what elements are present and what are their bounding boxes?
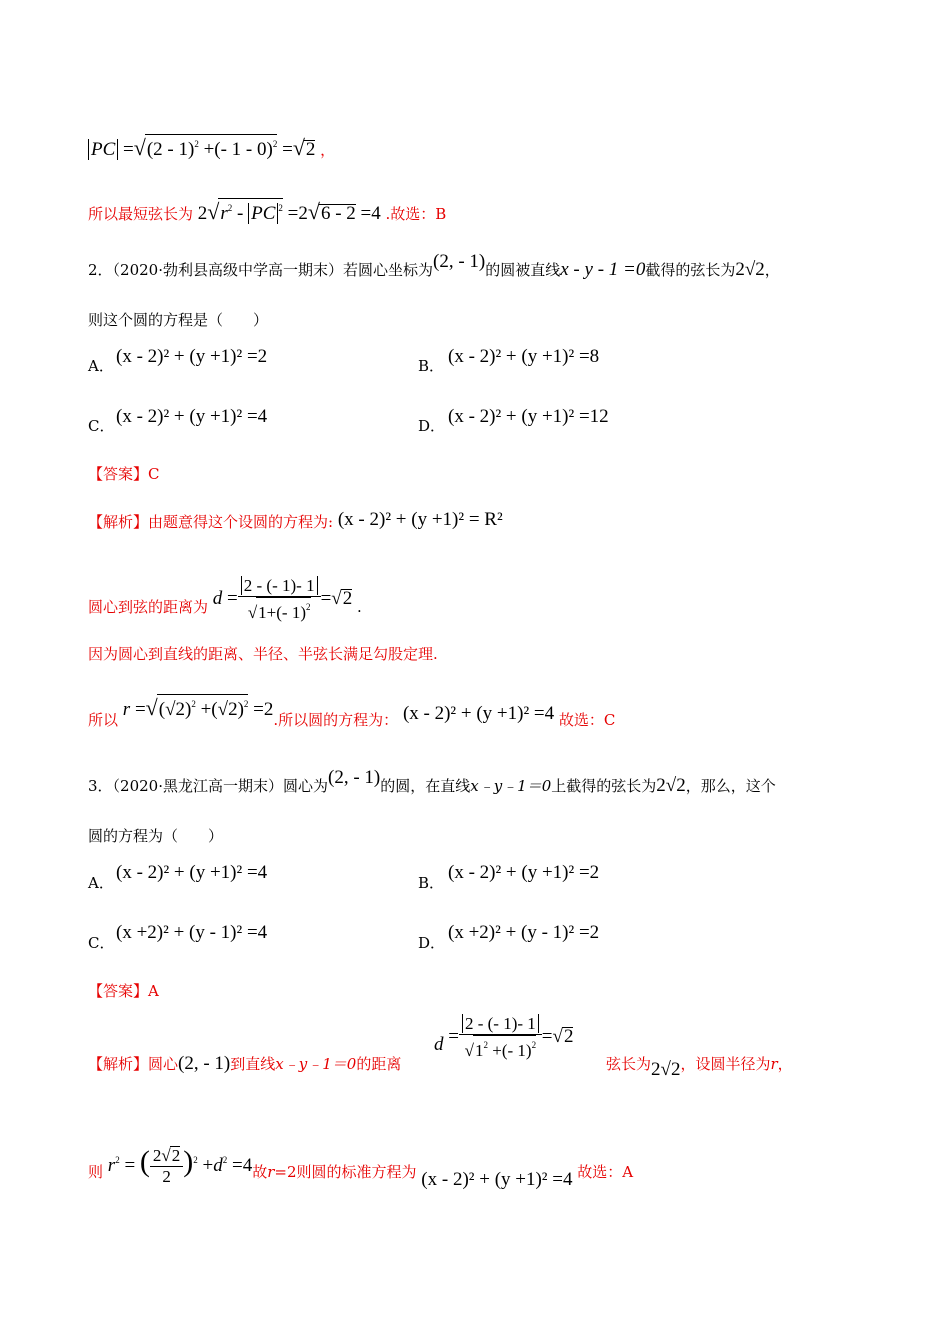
q2-center: (2, - 1) [433,251,486,272]
q2-option-c-label[interactable]: C． [88,417,115,435]
q2-answer-value: C [148,465,160,483]
q3-answer-tag: 【答案】 [88,982,149,1000]
q3-option-d-expr[interactable]: (x +2)² + (y - 1)² =2 [448,922,600,943]
pc-distance-formula: PC =√(2 - 1)$^2$ +(- 1 - 0)$^2$ =√2 ， [88,134,335,161]
q3-analysis-2a: 则 [88,1162,104,1181]
q3-analysis-1 [88,1054,401,1074]
q3-analysis-1e: ，设圆半径为 [680,1055,771,1073]
q2-stem-line2: 则这个圆的方程是（ ） [88,311,269,329]
q2-analysis-4-mid: .所以圆的方程为： [273,711,399,729]
q3-option-d-label[interactable]: D． [418,934,446,952]
q3-text-mid2: 上截得的弦长为 [551,777,657,795]
q3-chord: 2√2 [656,775,686,796]
q2-chord: 2√2 [735,259,765,280]
q3-line-eq: x﹣y﹣1＝0 [470,777,552,795]
q3-option-c-expr[interactable]: (x +2)² + (y - 1)² =4 [116,922,268,943]
q2-analysis-4-prefix: 所以 [88,711,119,729]
q2-option-c-expr[interactable]: (x - 2)² + (y +1)² =4 [116,406,268,427]
q3-analysis-tag: 【解析】 [88,1055,149,1073]
q3-stem-line1 [88,767,776,796]
q3-analysis-1d: 弦长为 [606,1055,652,1073]
q3-analysis-2d: 故选：A [577,1162,634,1181]
q3-analysis-2-r: r [267,1162,275,1181]
q3-analysis-2-expr: $r^2$ = ( $\frac{2√2}{2}$ )$^2 +d^2 =4$ [107,1144,253,1186]
shortest-chord-formula: $2√r^2$ - PC $^2$ =2√6 - 2 =4 [197,199,381,224]
q2-option-b-expr[interactable]: (x - 2)² + (y +1)² =8 [448,346,600,367]
q3-center: (2, - 1) [328,767,381,788]
q2-analysis-2-expr: d = $\frac{2 - (- 1)- 1}{√1+(- 1)^2}$ =√2 [212,576,353,622]
q2-analysis-3: 因为圆心到直线的距离、半径、半弦长满足勾股定理. [88,645,438,663]
q3-text-tail: ，那么，这个 [685,777,776,795]
q2-option-b-label[interactable]: B． [418,357,445,375]
q2-option-a-label[interactable]: A． [88,357,114,375]
q3-option-a-expr[interactable]: (x - 2)² + (y +1)² =4 [116,862,268,883]
q2-line-eq: x - y - 1 =0 [560,259,646,280]
q3-answer [88,981,159,1001]
shortest-chord-line [88,198,446,224]
q3-analysis-1c: 的距离 [356,1055,402,1073]
q2-analysis-4-tail: 故选：C [558,711,616,729]
q2-analysis-4 [88,695,616,730]
q3-option-c-label[interactable]: C． [88,934,115,952]
q3-analysis-2 [88,1144,634,1193]
q3-analysis-1-chord: 2√2 [651,1059,681,1080]
q2-analysis-1 [88,509,503,532]
q2-analysis-4-expr: $r =√(√2)^2 +(√2)^2 =2$ [122,695,274,720]
q3-analysis-1-tail [606,1054,793,1080]
q3-analysis-2-expr2: (x - 2)² + (y +1)² =4 [421,1168,573,1190]
q2-stem-line1 [88,251,780,280]
q2-answer-tag: 【答案】 [88,465,149,483]
shortest-chord-prefix: 所以最短弦长为 [88,205,194,223]
q3-analysis-1-center: (2, - 1) [178,1053,231,1074]
q2-analysis-2-text: 圆心到弦的距离为 [88,597,209,616]
pc-comma: ， [320,143,336,159]
q3-option-a-label[interactable]: A． [88,874,114,892]
q2-option-d-label[interactable]: D． [418,417,446,435]
q3-analysis-2b: 故 [252,1162,268,1181]
q2-number: 2． [88,261,113,279]
q2-option-d-expr[interactable]: (x - 2)² + (y +1)² =12 [448,406,609,427]
q3-stem-line2: 圆的方程为（ ） [88,827,224,845]
q2-analysis-4-expr2: (x - 2)² + (y +1)² =4 [402,703,555,724]
q2-text-mid: 的圆被直线 [485,261,561,279]
q3-analysis-1-expr: d = $\frac{2 - (- 1)- 1}{√1^2 +(- 1)^2}$ =√2 [434,1014,574,1060]
q2-analysis-tag: 【解析】 [88,513,149,531]
q3-analysis-1a: 圆心 [148,1055,179,1073]
q3-text-mid: 的圆，在直线 [380,777,471,795]
q3-analysis-1f: ， [777,1055,793,1073]
shortest-chord-suffix: .故选：B [385,205,447,223]
q2-analysis-2-tail: . [357,597,362,616]
q3-analysis-1-r: r [770,1055,778,1073]
q2-answer [88,464,160,484]
q3-option-b-label[interactable]: B． [418,874,445,892]
q2-text-mid2: 截得的弦长为 [645,261,736,279]
q3-source: （2020·黑龙江高一期末）圆心为 [112,777,328,795]
q2-source: （2020·勃利县高级中学高一期末）若圆心坐标为 [112,261,433,279]
q2-analysis-1-expr: (x - 2)² + (y +1)² = R² [337,509,503,530]
q2-option-a-expr[interactable]: (x - 2)² + (y +1)² =2 [116,346,268,367]
q3-number: 3． [88,777,113,795]
q2-analysis-2 [88,576,362,631]
q3-analysis-2c: =2则圆的标准方程为 [274,1162,417,1181]
q3-analysis-1b: 到直线 [230,1055,276,1073]
q2-analysis-1-text: 由题意得这个设圆的方程为: [148,513,334,531]
q3-option-b-expr[interactable]: (x - 2)² + (y +1)² =2 [448,862,600,883]
q2-comma: ， [764,261,780,279]
q3-answer-value: A [148,982,159,1000]
q3-analysis-1-line: x﹣y﹣1＝0 [275,1055,357,1073]
